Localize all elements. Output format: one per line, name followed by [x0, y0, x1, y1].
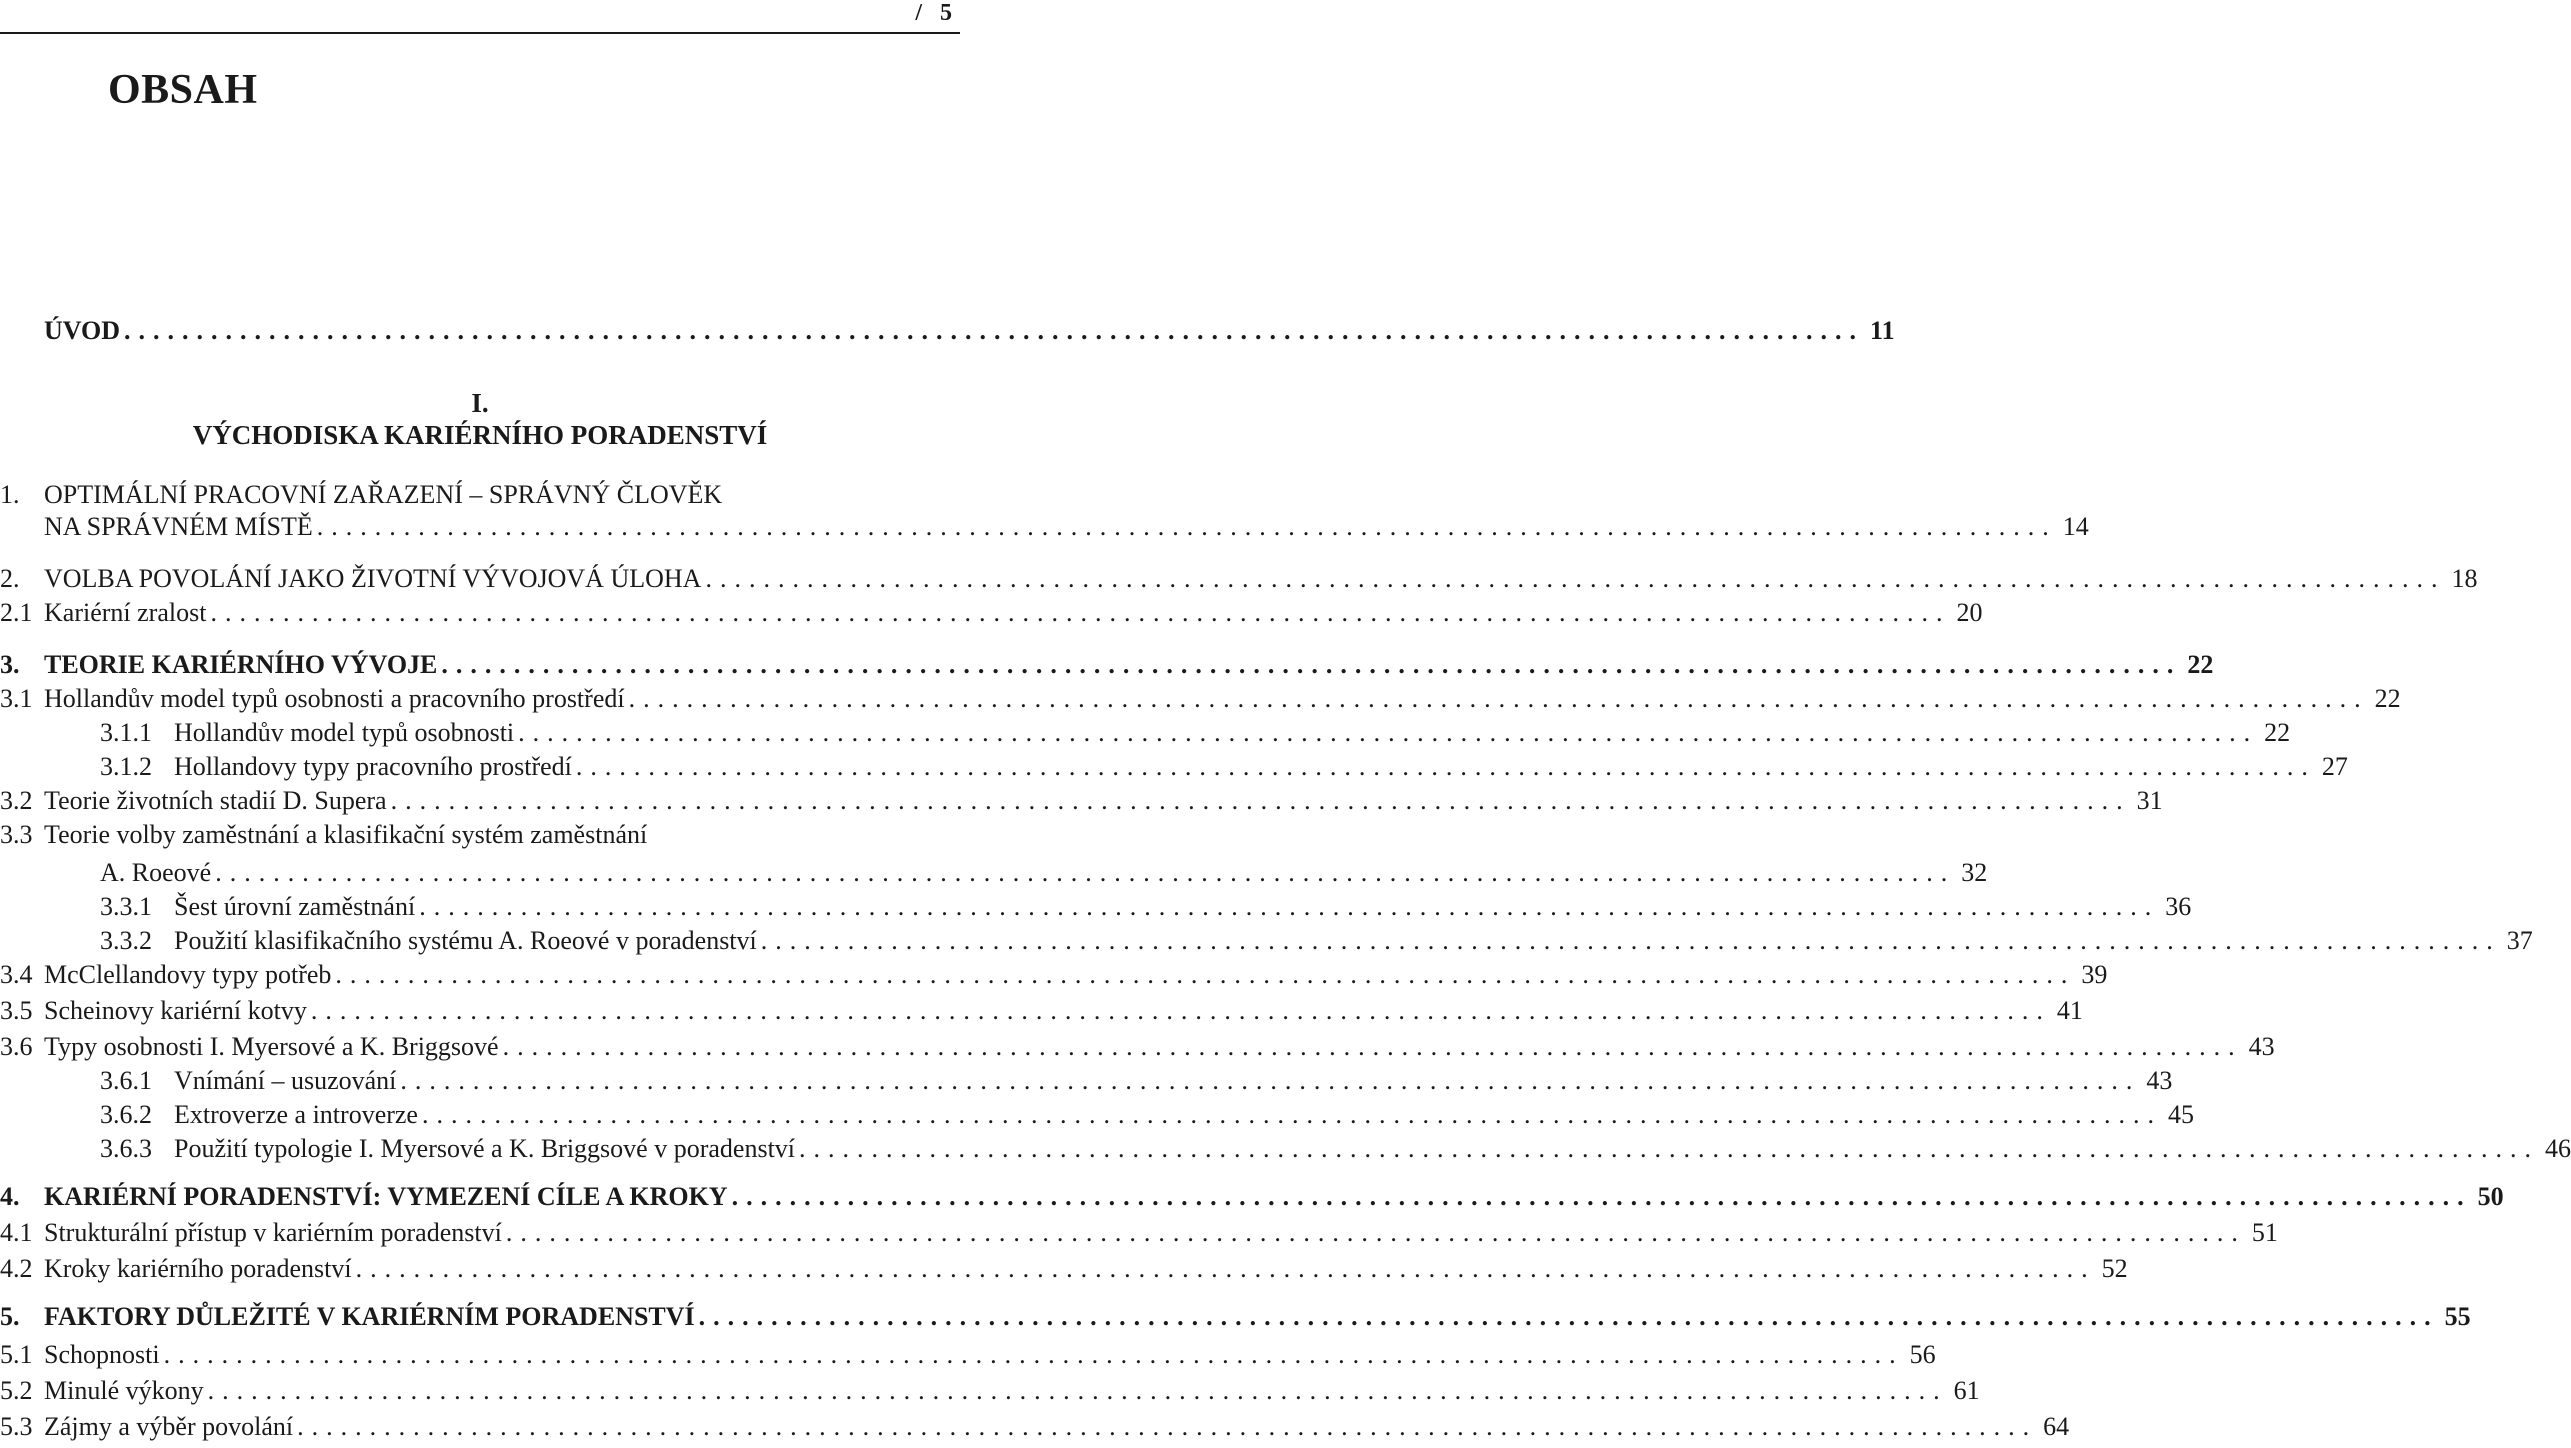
toc-leader-dots: ........................................................................................................................ — [316, 512, 2057, 541]
toc-entry — [0, 890, 2192, 924]
toc-leader-dots: ........................................................................................................................ — [335, 960, 2076, 989]
toc-entry-number: 4.1 — [0, 1218, 33, 1247]
toc-leader-dots: ........................................................................................................................ — [799, 1134, 2540, 1163]
toc-leader-dots: ........................................................................................................................ — [163, 1340, 1904, 1369]
toc-entry-page: 22 — [2374, 684, 2401, 713]
toc-entry-number: 3.5 — [0, 996, 33, 1025]
toc-entry — [0, 1252, 2128, 1286]
toc-entry-number: 5.3 — [0, 1412, 33, 1441]
toc-entry-number: 3.6.1 — [100, 1066, 152, 1095]
toc-leader-dots: ........................................................................................................................ — [421, 1100, 2162, 1129]
toc-entry-page: 11 — [1870, 316, 1895, 345]
toc-entry-title: Hollandovy typy pracovního prostředí — [174, 752, 572, 781]
toc-entry-page: 14 — [2062, 512, 2089, 541]
toc-leader-dots: ........................................................................................................................ — [760, 926, 2501, 955]
toc-entry-number: 3.3.2 — [100, 926, 152, 955]
toc-entry — [0, 1132, 2571, 1166]
toc-entry-page: 31 — [2136, 786, 2163, 815]
toc-entry-number: 5.2 — [0, 1376, 33, 1405]
toc-entry-number: 3.1.1 — [100, 718, 152, 747]
toc-leader-dots: ........................................................................................................................ — [215, 858, 1956, 887]
toc-entry-title: TEORIE KARIÉRNÍHO VÝVOJE — [44, 650, 438, 679]
toc-entry-number: 3.1.2 — [100, 752, 152, 781]
toc-entry-title: FAKTORY DŮLEŽITÉ V KARIÉRNÍM PORADENSTVÍ — [44, 1302, 695, 1331]
toc-entry-page: 27 — [2321, 752, 2348, 781]
toc-entry — [0, 562, 2478, 596]
toc-leader-dots: ........................................................................................................................ — [400, 1066, 2141, 1095]
toc-leader-dots: ........................................................................................................................ — [419, 892, 2160, 921]
toc-entry — [0, 856, 1988, 890]
toc-entry-title: Strukturální přístup v kariérním poradenství — [44, 1218, 502, 1247]
toc-leader-dots: ........................................................................................................................ — [705, 564, 2446, 593]
toc-entry — [0, 478, 900, 512]
toc-entry — [0, 314, 1895, 348]
toc-entry — [0, 716, 2291, 750]
toc-entry-number: 3.6.2 — [100, 1100, 152, 1129]
toc-leader-dots: ........................................................................................................................ — [441, 650, 2182, 679]
toc-entry — [0, 1216, 2278, 1250]
toc-entry-page: 43 — [2248, 1032, 2275, 1061]
page-number: / 5 — [915, 0, 952, 26]
toc-entry-page: 41 — [2056, 996, 2083, 1025]
page-title: OBSAH — [108, 67, 258, 113]
toc-entry-title: Scheinovy kariérní kotvy — [44, 996, 307, 1025]
toc-entry — [0, 1064, 2173, 1098]
toc-entry-page: 20 — [1956, 598, 1983, 627]
toc-leader-dots: ........................................................................................................................ — [207, 1376, 1948, 1405]
toc-entry — [0, 1338, 1936, 1372]
toc-entry-title: Hollandův model typů osobnosti — [174, 718, 515, 747]
toc-entry-title: Kroky kariérního poradenství — [44, 1254, 352, 1283]
toc-entry-title: ÚVOD — [44, 316, 121, 345]
toc-leader-dots: ........................................................................................................................ — [518, 718, 2259, 747]
toc-entry — [0, 596, 1983, 630]
toc-entry — [0, 1300, 2471, 1334]
toc-entry-title: OPTIMÁLNÍ PRACOVNÍ ZAŘAZENÍ – SPRÁVNÝ ČLOVĚK — [44, 480, 723, 509]
toc-leader-dots: ........................................................................................................................ — [297, 1412, 2038, 1441]
toc-entry — [0, 1374, 1980, 1408]
toc-entry-number: 2.1 — [0, 598, 33, 627]
toc-entry-page: 50 — [2477, 1182, 2504, 1211]
toc-entry-title: VOLBA POVOLÁNÍ JAKO ŽIVOTNÍ VÝVOJOVÁ ÚLOHA — [44, 564, 702, 593]
toc-entry-number: 3.3 — [0, 820, 33, 849]
toc-entry — [0, 1180, 2504, 1214]
toc-leader-dots: ........................................................................................................................ — [355, 1254, 2096, 1283]
toc-entry — [0, 784, 2163, 818]
toc-entry-title: A. Roeové — [100, 858, 212, 887]
toc-entry-page: 22 — [2264, 718, 2291, 747]
toc-leader-dots: ........................................................................................................................ — [210, 598, 1951, 627]
toc-entry-title: Minulé výkony — [44, 1376, 204, 1405]
toc-entry-title: Použití typologie I. Myersové a K. Briggsové v poradenství — [174, 1134, 796, 1163]
toc-leader-dots: ........................................................................................................................ — [124, 316, 1865, 345]
toc-entry-title: Teorie volby zaměstnání a klasifikační systém zaměstnání — [44, 820, 648, 849]
toc-entry-number: 4. — [0, 1182, 20, 1211]
toc-entry-title: Typy osobnosti I. Myersové a K. Briggsové — [44, 1032, 499, 1061]
toc-entry-page: 43 — [2146, 1066, 2173, 1095]
toc-entry-number: 1. — [0, 480, 20, 509]
toc-entry — [0, 648, 2214, 682]
toc-entry-title: Kariérní zralost — [44, 598, 207, 627]
toc-entry-title: Zájmy a výběr povolání — [44, 1412, 294, 1441]
toc-entry-number: 5.1 — [0, 1340, 33, 1369]
toc-entry-number: 4.2 — [0, 1254, 33, 1283]
toc-leader-dots: ........................................................................................................................ — [698, 1302, 2439, 1331]
toc-entry-title: Extroverze a introverze — [174, 1100, 418, 1129]
toc-entry-title: Teorie životních stadií D. Supera — [44, 786, 387, 815]
toc-entry-page: 64 — [2043, 1412, 2070, 1441]
toc-entry-title: Hollandův model typů osobnosti a pracovního prostředí — [44, 684, 625, 713]
toc-entry — [0, 924, 2533, 958]
toc-entry-page: 61 — [1953, 1376, 1980, 1405]
toc-entry-page: 37 — [2506, 926, 2533, 955]
toc-entry-page: 55 — [2444, 1302, 2471, 1331]
toc-entry — [0, 1030, 2275, 1064]
toc-entry-number: 5. — [0, 1302, 20, 1331]
toc-entry-title: Schopnosti — [44, 1340, 160, 1369]
toc-entry-page: 32 — [1961, 858, 1988, 887]
toc-entry-page: 18 — [2451, 564, 2478, 593]
toc-leader-dots: ........................................................................................................................ — [628, 684, 2369, 713]
toc-entry-number: 3.4 — [0, 960, 33, 989]
toc-entry-number: 3.6 — [0, 1032, 33, 1061]
toc-entry — [0, 510, 2089, 544]
toc-entry-page: 39 — [2081, 960, 2108, 989]
toc-leader-dots: ........................................................................................................................ — [390, 786, 2131, 815]
toc-entry — [0, 958, 2108, 992]
toc-entry-title: Vnímání – usuzování — [174, 1066, 397, 1095]
toc-leader-dots: ........................................................................................................................ — [575, 752, 2316, 781]
toc-entry — [0, 994, 2083, 1028]
toc-entry-page: 22 — [2187, 650, 2214, 679]
toc-entry-title: Šest úrovní zaměstnání — [174, 892, 416, 921]
toc-entry-number: 3. — [0, 650, 20, 679]
toc-entry — [0, 682, 2401, 716]
toc-leader-dots: ........................................................................................................................ — [505, 1218, 2246, 1247]
toc-entry-number: 3.3.1 — [100, 892, 152, 921]
toc-entry-page: 36 — [2165, 892, 2192, 921]
toc-entry — [0, 750, 2348, 784]
toc-entry-page: 46 — [2545, 1134, 2571, 1163]
toc-leader-dots: ........................................................................................................................ — [310, 996, 2051, 1025]
toc-entry-page: 45 — [2167, 1100, 2194, 1129]
toc-entry-title: McClellandovy typy potřeb — [44, 960, 332, 989]
toc-entry — [0, 818, 900, 852]
toc-entry — [0, 1098, 2194, 1132]
toc-entry-number: 3.6.3 — [100, 1134, 152, 1163]
toc-entry-page: 52 — [2101, 1254, 2128, 1283]
toc-entry-page: 51 — [2251, 1218, 2278, 1247]
toc-leader-dots: ........................................................................................................................ — [731, 1182, 2472, 1211]
toc-entry-number: 2. — [0, 564, 20, 593]
toc-entry-title: Použití klasifikačního systému A. Roeové v poradenství — [174, 926, 757, 955]
toc-entry-title: KARIÉRNÍ PORADENSTVÍ: VYMEZENÍ CÍLE A KROKY — [44, 1182, 728, 1211]
toc-entry-page: 56 — [1909, 1340, 1936, 1369]
toc-leader-dots: ........................................................................................................................ — [502, 1032, 2243, 1061]
toc-entry-number: 3.2 — [0, 786, 33, 815]
toc-entry-title: NA SPRÁVNÉM MÍSTĚ — [44, 512, 313, 541]
toc-entry-number: 3.1 — [0, 684, 33, 713]
part-title: VÝCHODISKA KARIÉRNÍHO PORADENSTVÍ — [192, 420, 768, 450]
toc-entry — [0, 1410, 2070, 1444]
part-number: I. — [471, 388, 489, 418]
